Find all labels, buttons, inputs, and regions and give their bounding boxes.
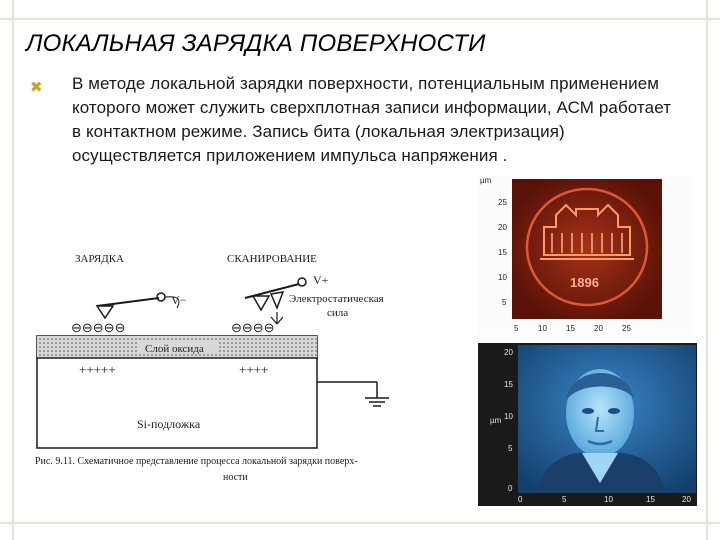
afm-image-portrait	[478, 343, 697, 506]
x-tick: 5	[514, 324, 519, 333]
caption-line1: Рис. 9.11. Схематичное представление процесса локальной зарядки поверх-	[35, 456, 358, 467]
label-substrate: Si-подложка	[137, 417, 201, 431]
x-tick: 25	[622, 324, 631, 333]
y-tick: 10	[504, 412, 513, 421]
y-tick: 5	[502, 298, 507, 307]
x-mark-icon: ✖	[30, 79, 43, 96]
x-tick: 5	[562, 495, 567, 504]
frame-right-line	[706, 0, 708, 540]
label-force-line1: Электростатическая	[289, 293, 384, 305]
charging-diagram	[27, 218, 427, 486]
plus-charges-right: ++++	[239, 362, 269, 377]
label-oxide: Слой оксида	[145, 343, 204, 355]
y-tick: 25	[498, 198, 507, 207]
unit-label: µm	[480, 176, 492, 185]
minus-charges-right: ⊖⊖⊖⊖	[231, 320, 275, 335]
frame-left-line	[12, 0, 14, 540]
minus-charges-left: ⊖⊖⊖⊖⊖	[71, 320, 126, 335]
x-tick: 15	[566, 324, 575, 333]
label-v-minus: V−	[171, 293, 187, 307]
y-tick: 15	[504, 380, 513, 389]
x-tick: 15	[646, 495, 655, 504]
plus-charges-left: +++++	[79, 362, 116, 377]
label-charging: ЗАРЯДКА	[75, 253, 125, 265]
y-tick: 15	[498, 248, 507, 257]
x-tick: 10	[538, 324, 547, 333]
label-v-plus: V+	[313, 273, 329, 287]
y-tick: 5	[508, 444, 513, 453]
y-tick: 10	[498, 273, 507, 282]
y-tick: 20	[504, 348, 513, 357]
x-tick: 0	[518, 495, 523, 504]
y-tick: 20	[498, 223, 507, 232]
afm-image-building	[478, 175, 692, 335]
y-unit-label: µm	[490, 416, 502, 425]
x-tick: 10	[604, 495, 613, 504]
slide-title: ЛОКАЛЬНАЯ ЗАРЯДКА ПОВЕРХНОСТИ	[26, 30, 486, 57]
y-tick: 0	[508, 484, 513, 493]
x-tick: 20	[682, 495, 691, 504]
frame-top-line	[0, 18, 720, 20]
body-paragraph: В методе локальной зарядки поверхности, потенциальным применением которого может служить сверхплотная записи информации, АСМ работает в контактном режиме. Запись бита (локальная электризация) осуществляется приложением импульса напряжения .	[72, 74, 672, 165]
label-scanning: СКАНИРОВАНИЕ	[227, 253, 317, 265]
caption-line2: ности	[223, 472, 248, 483]
year-text: 1896	[570, 275, 599, 290]
label-force-line2: сила	[327, 307, 349, 319]
x-tick: 20	[594, 324, 603, 333]
frame-bottom-line	[0, 522, 720, 524]
